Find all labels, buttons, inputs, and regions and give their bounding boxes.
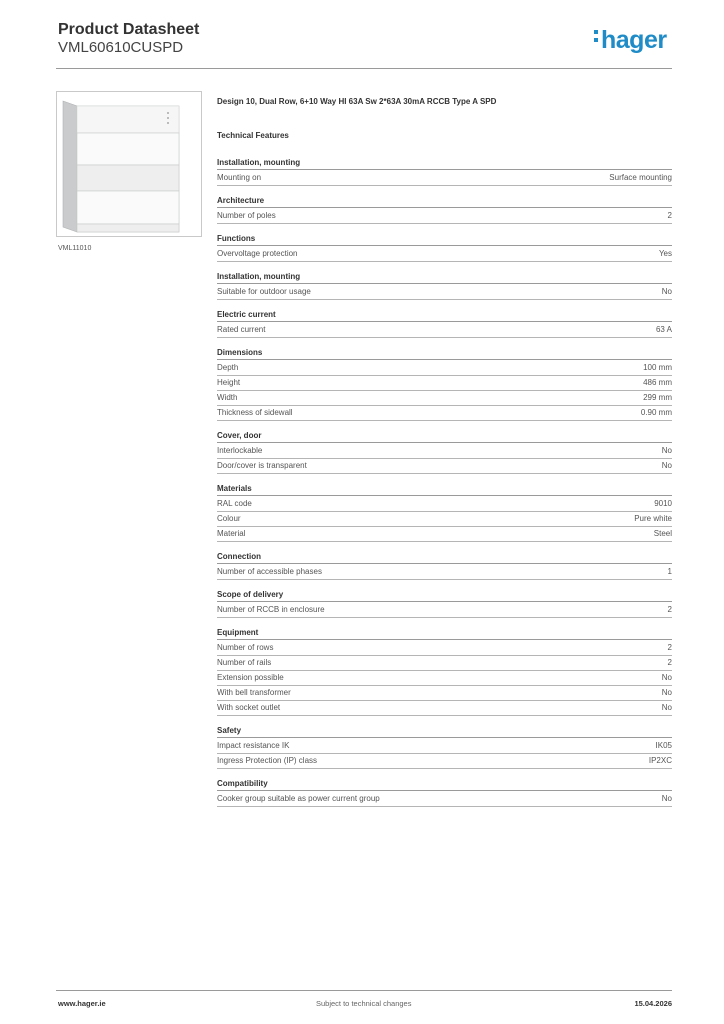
feature-value: No [661, 446, 672, 455]
section-heading: Installation, mounting [217, 157, 672, 170]
feature-label: Mounting on [217, 173, 262, 182]
feature-value: 63 A [655, 325, 672, 334]
section-heading: Scope of delivery [217, 589, 672, 602]
feature-label: Number of poles [217, 211, 276, 220]
feature-row [217, 391, 672, 406]
section-heading: Safety [217, 725, 672, 738]
feature-value: Steel [653, 529, 672, 538]
feature-value: No [661, 461, 672, 470]
feature-row [217, 686, 672, 701]
feature-value: 2 [667, 605, 672, 614]
feature-row [217, 247, 672, 262]
feature-value: Pure white [634, 514, 672, 523]
feature-row [217, 527, 672, 542]
feature-label: With bell transformer [217, 688, 291, 697]
feature-row [217, 444, 672, 459]
feature-value: 1 [667, 567, 672, 576]
feature-label: Cooker group suitable as power current group [217, 794, 380, 803]
section-heading: Compatibility [217, 778, 672, 791]
logo-colon-icon [594, 26, 598, 46]
feature-label: Number of rows [217, 643, 274, 652]
feature-row [217, 459, 672, 474]
footer-website: www.hager.ie [58, 999, 106, 1008]
feature-label: Ingress Protection (IP) class [217, 756, 318, 765]
logo-text: hager [601, 26, 667, 54]
feature-row [217, 497, 672, 512]
feature-value: 0.90 mm [640, 408, 672, 417]
section-heading: Functions [217, 233, 672, 246]
section-heading: Equipment [217, 627, 672, 640]
feature-value: Surface mounting [609, 173, 672, 182]
feature-row [217, 376, 672, 391]
feature-value: IK05 [655, 741, 672, 750]
feature-label: Height [217, 378, 241, 387]
header-divider [56, 68, 672, 69]
feature-value: No [661, 673, 672, 682]
footer-date: 15.04.2026 [634, 999, 672, 1008]
feature-value: 2 [667, 643, 672, 652]
feature-value: IP2XC [648, 756, 672, 765]
section-heading: Installation, mounting [217, 271, 672, 284]
enclosure-image-icon [57, 92, 201, 236]
feature-row [217, 512, 672, 527]
feature-value: 100 mm [643, 363, 672, 372]
feature-label: Width [217, 393, 238, 402]
feature-value: No [661, 287, 672, 296]
footer-note: Subject to technical changes [316, 999, 412, 1008]
feature-value: No [661, 703, 672, 712]
product-image [56, 91, 202, 237]
feature-label: Depth [217, 363, 239, 372]
section-heading: Electric current [217, 309, 672, 322]
feature-row [217, 323, 672, 338]
feature-row [217, 739, 672, 754]
feature-label: Number of rails [217, 658, 272, 667]
feature-label: Extension possible [217, 673, 284, 682]
feature-label: Overvoltage protection [217, 249, 298, 258]
feature-value: 486 mm [643, 378, 672, 387]
feature-label: Number of RCCB in enclosure [217, 605, 325, 614]
section-heading: Architecture [217, 195, 672, 208]
feature-row [217, 603, 672, 618]
feature-row [217, 209, 672, 224]
product-code: VML60610CUSPD [58, 39, 184, 56]
feature-label: Material [217, 529, 246, 538]
image-caption: VML11010 [58, 245, 92, 252]
feature-row [217, 792, 672, 807]
feature-row [217, 701, 672, 716]
feature-value: Yes [658, 249, 672, 258]
technical-features-heading: Technical Features [217, 131, 289, 140]
feature-row [217, 754, 672, 769]
feature-label: Suitable for outdoor usage [217, 287, 311, 296]
feature-value: No [661, 794, 672, 803]
brand-logo [594, 26, 667, 55]
feature-row [217, 361, 672, 376]
feature-row [217, 285, 672, 300]
feature-row [217, 671, 672, 686]
feature-label: Impact resistance IK [217, 741, 290, 750]
page-title: Product Datasheet [58, 21, 200, 38]
feature-value: 9010 [654, 499, 672, 508]
footer-divider [56, 990, 672, 991]
feature-value: 299 mm [643, 393, 672, 402]
feature-label: With socket outlet [217, 703, 281, 712]
feature-label: Thickness of sidewall [217, 408, 293, 417]
feature-value: No [661, 688, 672, 697]
section-heading: Connection [217, 551, 672, 564]
section-heading: Cover, door [217, 430, 672, 443]
section-heading: Dimensions [217, 347, 672, 360]
feature-label: Number of accessible phases [217, 567, 322, 576]
section-heading: Materials [217, 483, 672, 496]
feature-label: RAL code [217, 499, 252, 508]
feature-value: 2 [667, 658, 672, 667]
feature-row [217, 171, 672, 186]
feature-label: Rated current [217, 325, 266, 334]
feature-row [217, 656, 672, 671]
feature-label: Colour [217, 514, 241, 523]
feature-value: 2 [667, 211, 672, 220]
feature-label: Interlockable [217, 446, 263, 455]
product-description: Design 10, Dual Row, 6+10 Way HI 63A Sw 2*63A 30mA RCCB Type A SPD [217, 97, 497, 106]
feature-row [217, 565, 672, 580]
feature-row [217, 406, 672, 421]
feature-label: Door/cover is transparent [217, 461, 307, 470]
feature-row [217, 641, 672, 656]
